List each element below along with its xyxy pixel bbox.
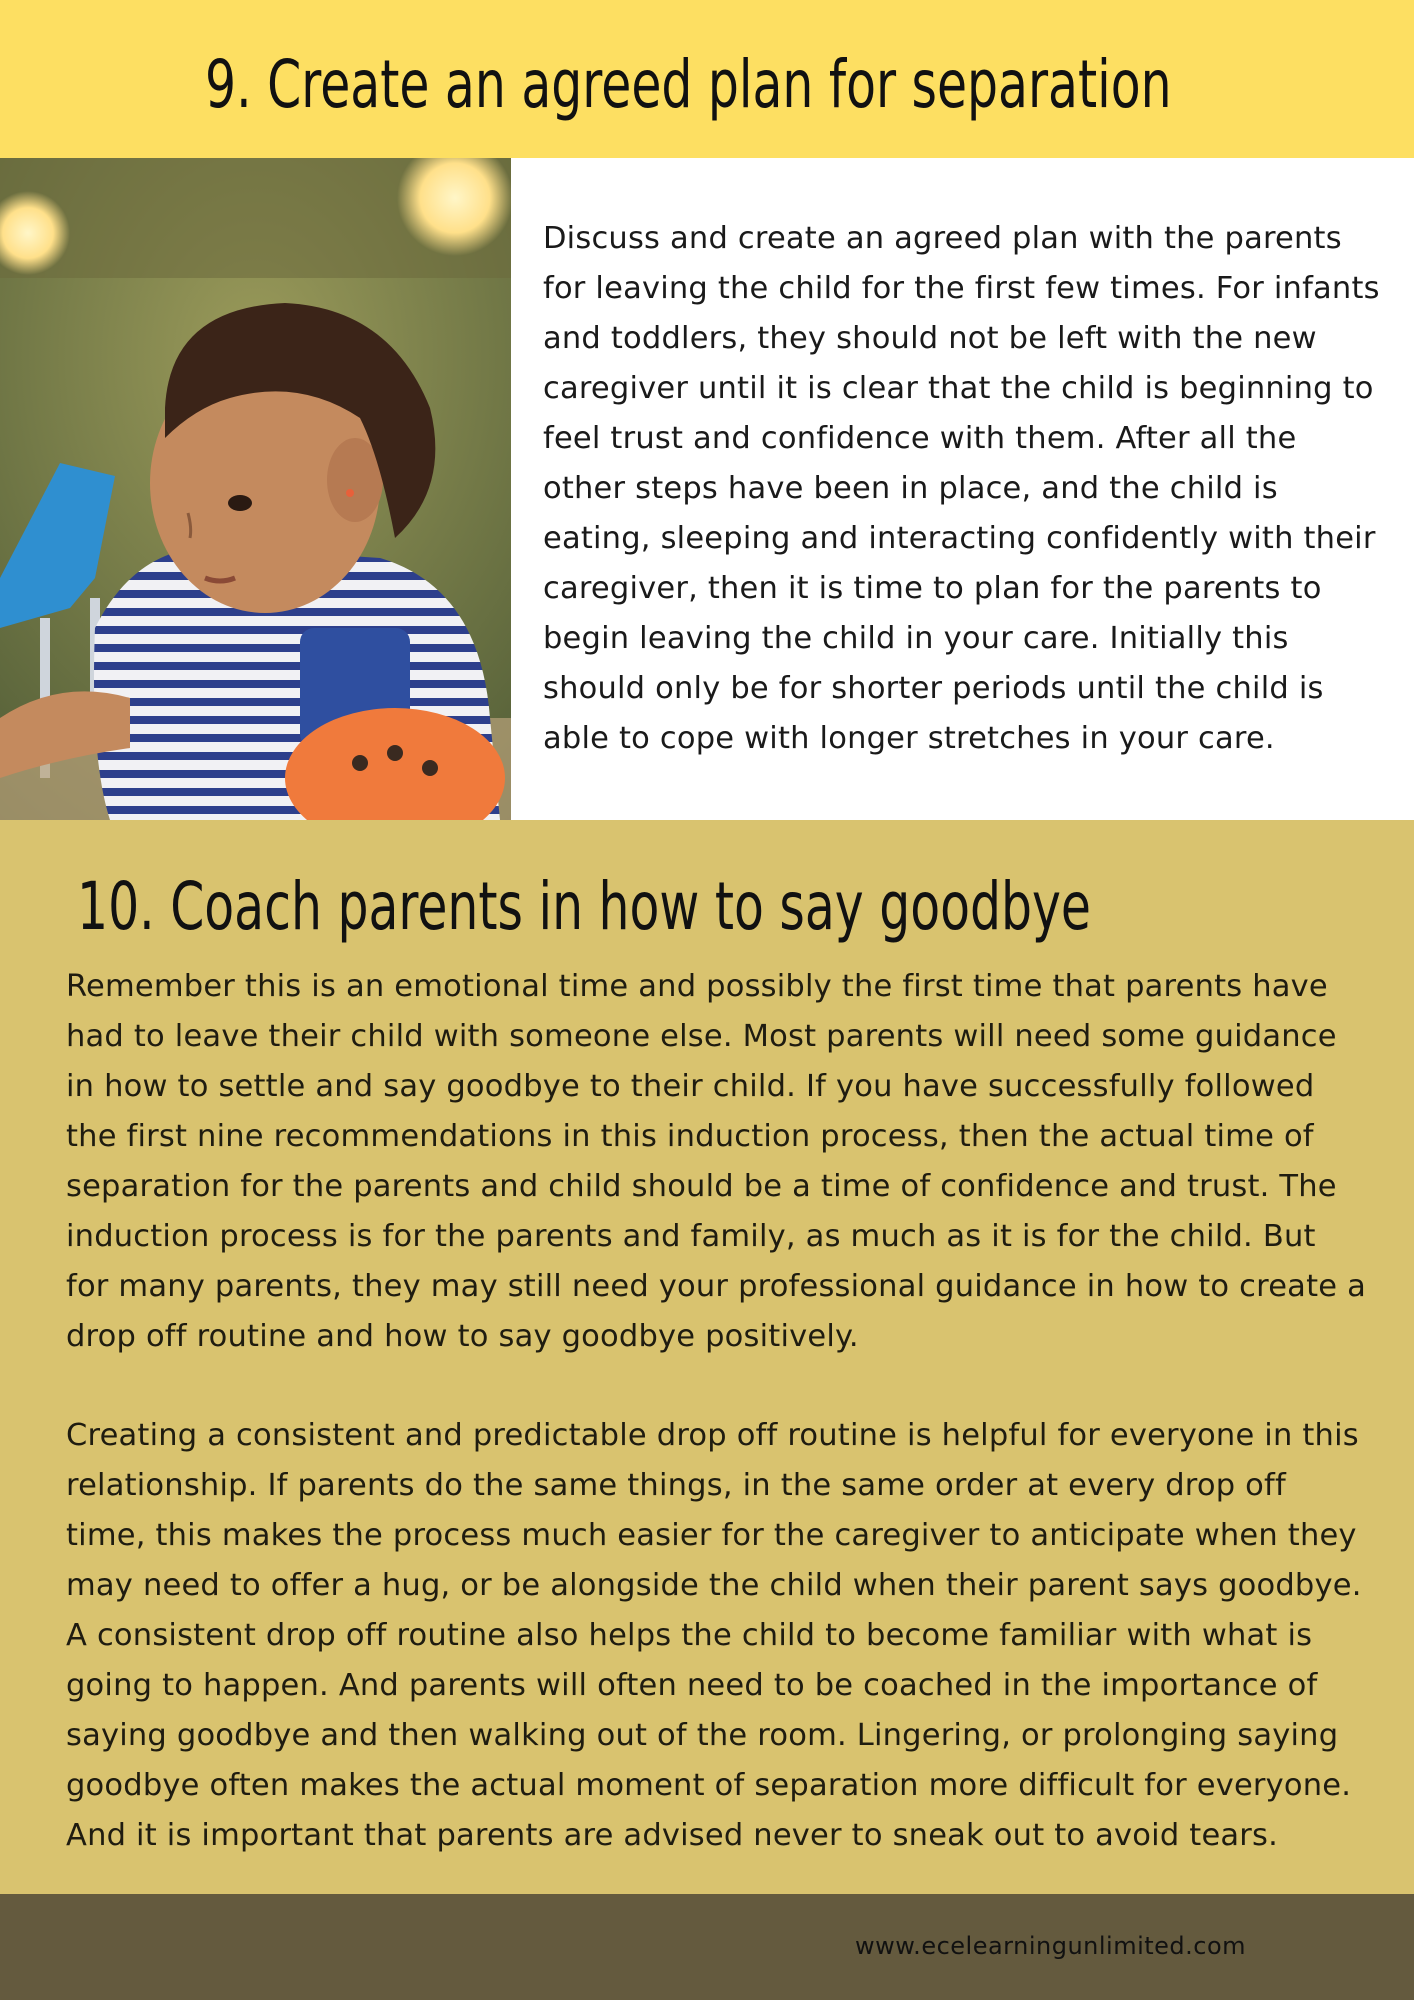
footer-website[interactable]: www.ecelearningunlimited.com — [855, 1932, 1247, 1960]
toddler-photo-illustration — [0, 158, 511, 820]
section-9-body: Discuss and create an agreed plan with the parents for leaving the child for the first few times. For infants and toddlers, they should not be left with the new caregiver until it is clear that the child is beginning to feel trust and confidence with them. After all the other steps have been in place, and the child is eating, sleeping and interacting confidently with their caregiver, then it is time to plan for the parents to begin leaving the child in your care. Initially this should only be for shorter periods until the child is able to cope with longer stretches in your care. — [543, 221, 1380, 756]
toddler-photo — [0, 158, 511, 820]
section-10-paragraph-1: Remember this is an emotional time and possibly the first time that parents have had to leave their child with someone else. Most parents will need some guidance in how to settle and say goodbye to their child. If you have successfully followed the first nine recommendations in this induction process, then the actual time of separation for the parents and child should be a time of confidence and trust. The induction process is for the parents and family, as much as it is for the child. But for many parents, they may still need your professional guidance in how to create a drop off routine and how to say goodbye positively. — [66, 969, 1366, 1354]
section-10-title: 10. Coach parents in how to say goodbye — [77, 868, 1091, 945]
section-10-paragraph-2: Creating a consistent and predictable drop off routine is helpful for everyone in this relationship. If parents do the same things, in the same order at every drop off time, this makes the process much easier for the caregiver to anticipate when they may need to offer a hug, or be alongside the child when their parent says goodbye. A consistent drop off routine also helps the child to become familiar with what is going to happen. And parents will often need to be coached in the importance of saying goodbye and then walking out of the room. Lingering, or prolonging saying goodbye often makes the actual moment of separation more difficult for everyone. And it is important that parents are advised never to sneak out to avoid tears. — [66, 1418, 1362, 1853]
section-9-title: 9. Create an agreed plan for separation — [205, 46, 1172, 123]
